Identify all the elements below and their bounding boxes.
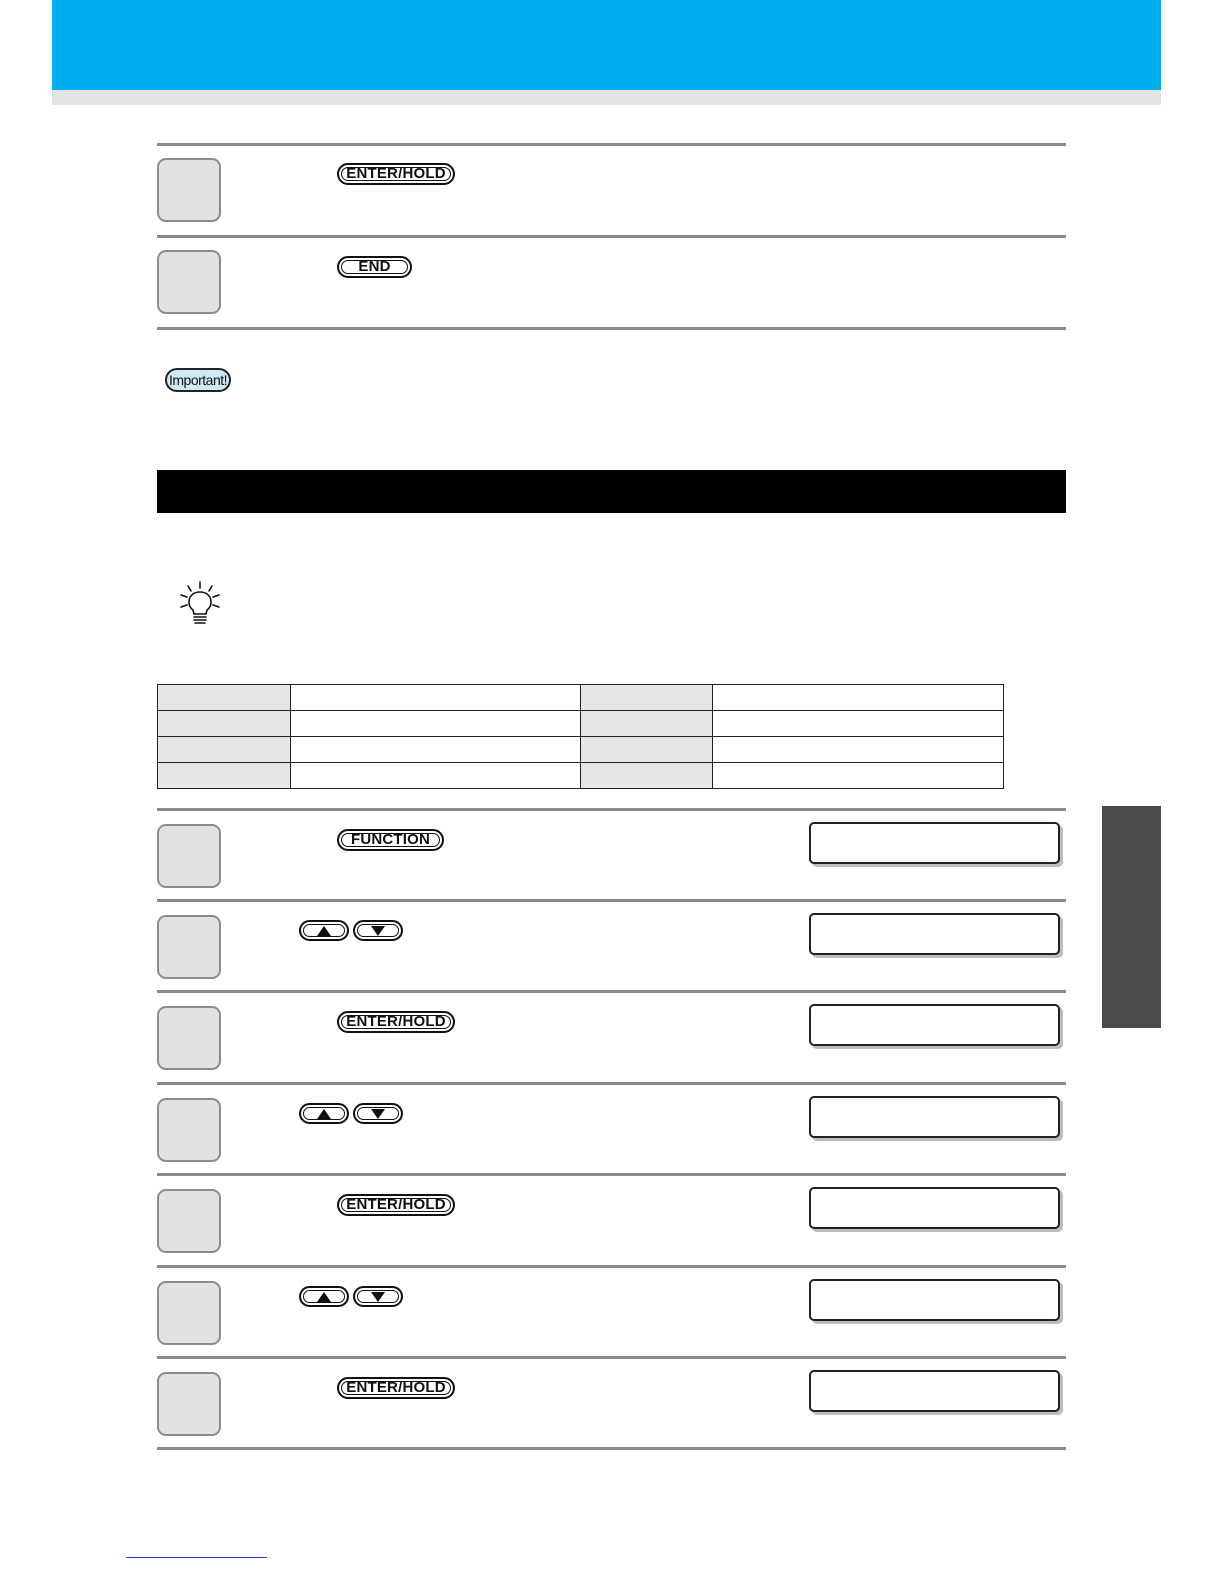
table-cell xyxy=(581,737,713,763)
divider-rule xyxy=(157,1447,1066,1450)
step-number-box xyxy=(157,1189,221,1253)
section-heading-bar xyxy=(157,470,1066,513)
table-cell xyxy=(158,685,291,711)
table-cell xyxy=(291,737,581,763)
step-number-box xyxy=(157,1281,221,1345)
header-shadow xyxy=(52,90,1161,105)
table-cell xyxy=(158,737,291,763)
divider-rule xyxy=(157,808,1066,811)
step-number-box xyxy=(157,1098,221,1162)
down-arrow-key xyxy=(353,1103,403,1124)
divider-rule xyxy=(157,899,1066,902)
end-key: END xyxy=(337,256,412,278)
settings-table xyxy=(157,684,1004,789)
down-arrow-icon xyxy=(371,926,385,936)
up-arrow-key xyxy=(299,1103,349,1124)
chapter-side-tab xyxy=(1102,806,1161,1028)
up-arrow-icon xyxy=(317,1292,331,1302)
lcd-display xyxy=(809,913,1060,955)
step-number-box xyxy=(157,1006,221,1070)
table-cell xyxy=(158,763,291,789)
down-arrow-icon xyxy=(371,1109,385,1119)
table-row xyxy=(158,685,1004,711)
down-arrow-icon xyxy=(371,1292,385,1302)
divider-rule xyxy=(157,1356,1066,1359)
lcd-display xyxy=(809,1279,1060,1321)
enter-hold-key: ENTER/HOLD xyxy=(337,1377,455,1399)
lcd-display xyxy=(809,1004,1060,1046)
divider-rule xyxy=(157,235,1066,238)
step-number-box xyxy=(157,250,221,314)
step-number-box xyxy=(157,1372,221,1436)
table-row xyxy=(158,711,1004,737)
table-cell xyxy=(291,763,581,789)
table-cell xyxy=(291,685,581,711)
enter-hold-key: ENTER/HOLD xyxy=(337,1194,455,1216)
down-arrow-key xyxy=(353,1286,403,1307)
lcd-display xyxy=(809,1187,1060,1229)
divider-rule xyxy=(157,990,1066,993)
lcd-display xyxy=(809,822,1060,864)
divider-rule xyxy=(157,1082,1066,1085)
function-key: FUNCTION xyxy=(337,829,444,851)
up-arrow-icon xyxy=(317,926,331,936)
up-arrow-icon xyxy=(317,1109,331,1119)
table-cell xyxy=(581,685,713,711)
table-cell xyxy=(291,711,581,737)
lightbulb-icon xyxy=(178,580,222,626)
important-badge: Important! xyxy=(165,368,231,392)
step-number-box xyxy=(157,158,221,222)
table-row xyxy=(158,737,1004,763)
divider-rule xyxy=(157,327,1066,330)
divider-rule xyxy=(157,143,1066,146)
table-cell xyxy=(158,711,291,737)
table-cell xyxy=(713,711,1004,737)
table-cell xyxy=(713,685,1004,711)
up-arrow-key xyxy=(299,1286,349,1307)
footer-link[interactable] xyxy=(126,1557,267,1558)
step-number-box xyxy=(157,824,221,888)
enter-hold-key: ENTER/HOLD xyxy=(337,163,455,185)
up-arrow-key xyxy=(299,920,349,941)
enter-hold-key: ENTER/HOLD xyxy=(337,1011,455,1033)
divider-rule xyxy=(157,1173,1066,1176)
header-band xyxy=(52,0,1161,90)
divider-rule xyxy=(157,1265,1066,1268)
table-cell xyxy=(581,711,713,737)
table-row xyxy=(158,763,1004,789)
lcd-display xyxy=(809,1370,1060,1412)
table-cell xyxy=(713,737,1004,763)
table-cell xyxy=(713,763,1004,789)
lcd-display xyxy=(809,1096,1060,1138)
step-number-box xyxy=(157,915,221,979)
table-cell xyxy=(581,763,713,789)
down-arrow-key xyxy=(353,920,403,941)
